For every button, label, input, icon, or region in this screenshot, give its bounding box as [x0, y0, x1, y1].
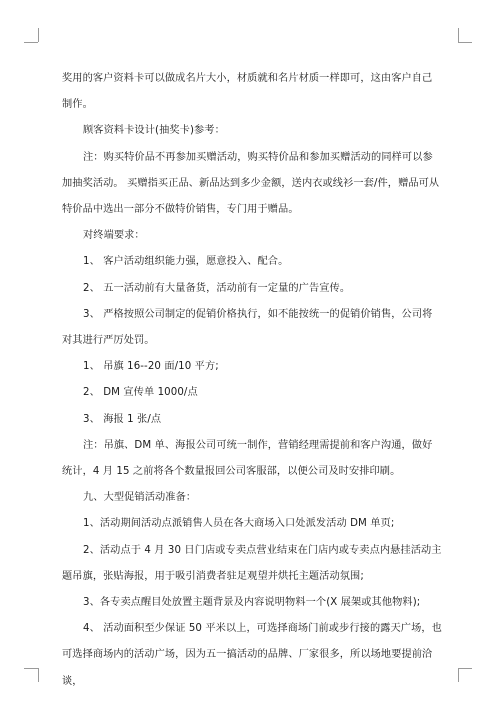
- paragraph: 注：吊旗、DM 单、海报公司可统一制作，营销经理需提前和客户沟通，做好统计，4 月 15 之前将各个数量报回公司客服部，以便公司及时安排印刷。: [62, 439, 433, 478]
- list-item: 2、 DM 宣传单 1000/点: [83, 387, 198, 399]
- crop-mark-top-right: [458, 42, 472, 43]
- list-item: 2、 五一活动前有大量备货，活动前有一定量的广告宣传。: [83, 282, 351, 294]
- section-heading: 九、大型促销活动准备：: [83, 492, 197, 504]
- crop-mark-top-left: [38, 28, 39, 42]
- list-item: 4、 活动面积至少保证 50 平米以上，可选择商场门前或步行接的露天广场，也可选择商场内的活动广场，因为五一搞活动的品牌、厂家很多，所以场地要提前洽谈，: [62, 623, 442, 687]
- paragraph: 奖用的客户资料卡可以做成名片大小，材质就和名片材质一样即可，这由客户自己制作。: [62, 73, 433, 111]
- crop-mark-bottom-left: [38, 668, 39, 682]
- list-item: 3、 严格按照公司制定的促销价格执行，如不能按统一的促销价销售，公司将对其进行严厉处罚。: [62, 308, 433, 347]
- list-item: 1、 吊旗 16--20 面/10 平方;: [83, 361, 219, 373]
- crop-mark-top-left: [24, 42, 38, 43]
- list-item: 3、各专卖点醒目处放置主题背景及内容说明物料一个(X 展架或其他物料);: [83, 597, 421, 609]
- crop-mark-bottom-right: [458, 668, 472, 669]
- list-item: 1、 客户活动组织能力强，愿意投入、配合。: [83, 256, 289, 268]
- crop-mark-top-right: [458, 28, 459, 42]
- document-body: [62, 66, 442, 695]
- crop-mark-bottom-left: [24, 668, 38, 669]
- list-item: 3、 海报 1 张/点: [83, 413, 162, 425]
- paragraph: 对终端要求：: [83, 230, 145, 242]
- list-item: 1、活动期间活动点派销售人员在各大商场入口处派发活动 DM 单页;: [83, 518, 395, 530]
- list-item: 2、活动点于 4 月 30 日门店或专卖点营业结束在门店内或专卖点内悬挂活动主题吊旗，张贴海报，用于吸引消费者驻足观望并烘托主题活动氛围;: [62, 544, 442, 582]
- crop-mark-bottom-right: [458, 668, 459, 682]
- paragraph: 注：购买特价品不再参加买赠活动，购买特价品和参加买赠活动的同样可以参加抽奖活动。 买赠指买正品、新品达到多少金额，送内衣或线衫一套/件，赠品可从特价品中选出一部分不做特价销售，专门用于赠品。: [62, 151, 440, 216]
- paragraph: 顾客资料卡设计(抽奖卡)参考：: [83, 125, 225, 137]
